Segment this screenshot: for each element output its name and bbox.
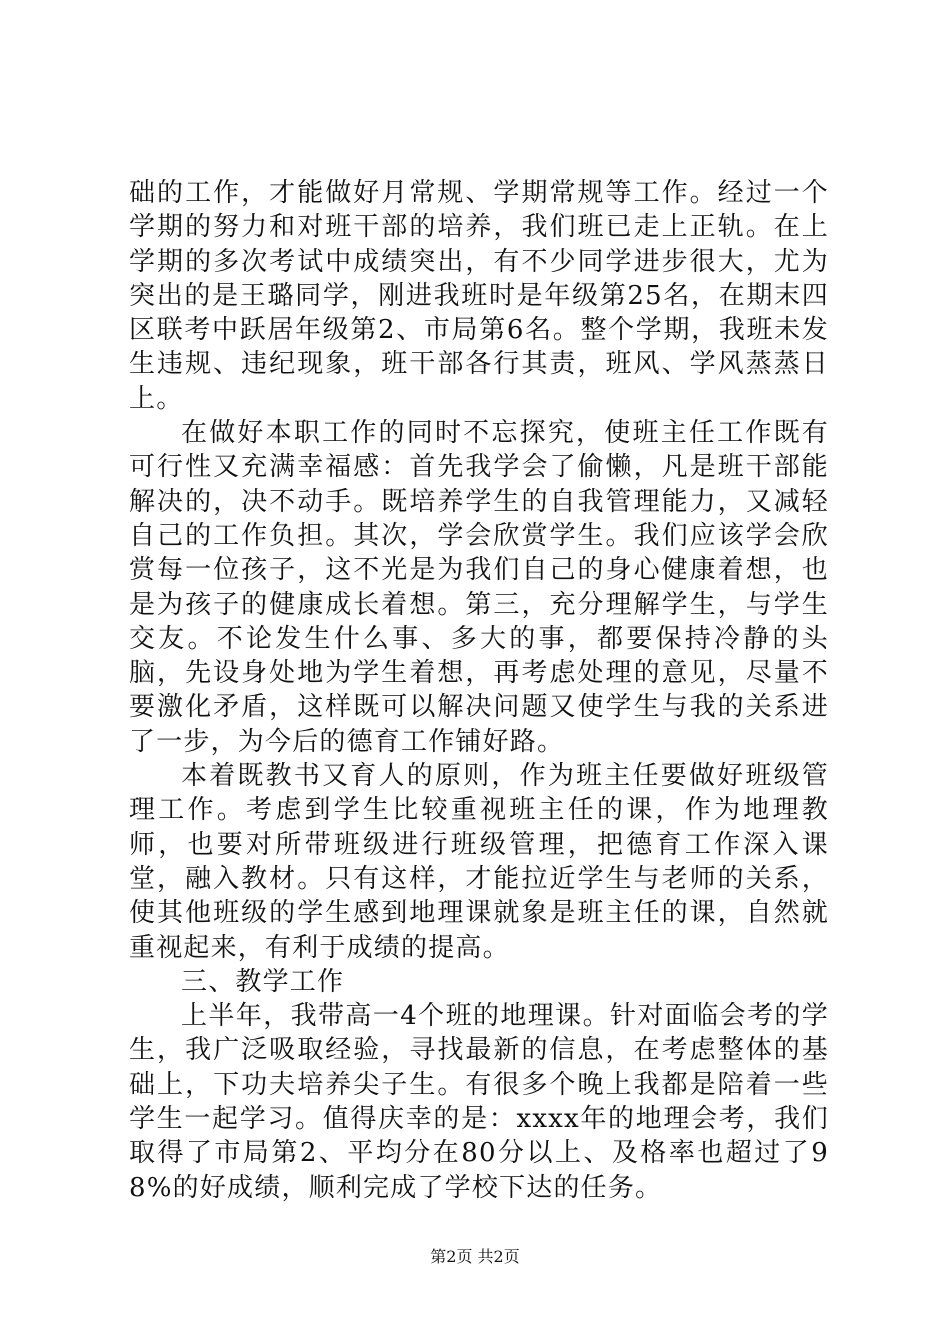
- document-body: [129, 176, 829, 1205]
- paragraph-continuation: 础的工作，才能做好月常规、学期常规等工作。经过一个学期的努力和对班干部的培养，我们班已走上正轨。在上学期的多次考试中成绩突出，有不少同学进步很大，尤为突出的是王璐同学，刚进我班时是年级第25名，在期末四区联考中跃居年级第2、市局第6名。整个学期，我班未发生违规、违纪现象，班干部各行其责，班风、学风蒸蒸日上。: [129, 178, 829, 414]
- paragraph-class-management: 本着既教书又育人的原则，作为班主任要做好班级管理工作。考虑到学生比较重视班主任的课，作为地理教师，也要对所带班级进行班级管理，把德育工作深入课堂，融入教材。只有这样，才能拉近学生与老师的关系，使其他班级的学生感到地理课就象是班主任的课，自然就重视起来，有利于成绩的提高。: [129, 761, 829, 963]
- section-heading-teaching: 三、教学工作: [181, 966, 345, 997]
- paragraph-head-teacher-methods: 在做好本职工作的同时不忘探究，使班主任工作既有可行性又充满幸福感：首先我学会了偷懒，凡是班干部能解决的，决不动手。既培养学生的自我管理能力，又减轻自己的工作负担。其次，学会欣赏学生。我们应该学会欣赏每一位孩子，这不光是为我们自己的身心健康着想，也是为孩子的健康成长着想。第三，充分理解学生，与学生交友。不论发生什么事、多大的事，都要保持冷静的头脑，先设身处地为学生着想，再考虑处理的意见，尽量不要激化矛盾，这样既可以解决问题又使学生与我的关系进了一步，为今后的德育工作铺好路。: [129, 418, 829, 757]
- paragraph-teaching-work: 上半年，我带高一4个班的地理课。针对面临会考的学生，我广泛吸取经验，寻找最新的信息，在考虑整体的基础上，下功夫培养尖子生。有很多个晚上我都是陪着一些学生一起学习。值得庆幸的是：xxxx年的地理会考，我们取得了市局第2、平均分在80分以上、及格率也超过了98%的好成绩，顺利完成了学校下达的任务。: [129, 1001, 829, 1203]
- page-number-footer: 第2页 共2页: [430, 1247, 520, 1266]
